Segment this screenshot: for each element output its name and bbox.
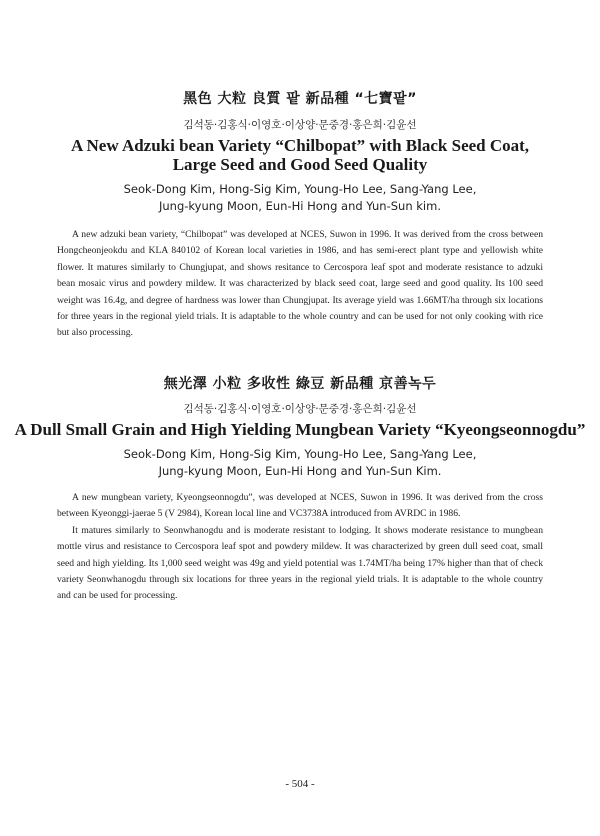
article1-english-title-line2: Large Seed and Good Seed Quality (172, 155, 428, 174)
article2-abstract (57, 490, 543, 605)
article1-english-title (0, 136, 600, 174)
article1-korean-title: 黑色 大粒 良質 팥 新品種 “七寶팥” (183, 91, 417, 107)
article1-english-title-line1: A New Adzuki bean Variety “Chilbopat” with Black Seed Coat, (70, 136, 530, 155)
article1-korean-authors: 김석동·김홍식·이영호·이상양·문중경·홍은희·김윤선 (183, 119, 417, 131)
article1-english-authors-line2: Jung-kyung Moon, Eun-Hi Hong and Yun-Sun kim. (159, 199, 441, 213)
article1-abstract (57, 227, 543, 342)
article2-korean-title: 無光澤 小粒 多收性 綠豆 新品種 京善녹두 (163, 376, 437, 392)
article1-abstract-paragraph: A new adzuki bean variety, “Chilbopat” was developed at NCES, Suwon in 1996. It was derived from the cross between Hongcheonjeokdu and KLA 840102 of Korean local varieties in 1986, and has semi-erect plant type and yellowish white flower. It matures similarly to Chungjupat, and shows resitance to Cercospora leaf spot and moderate resistance to adzuki bean mosaic virus and powdery mildew. It was characterized by black seed coat, large seed and good quality. Its 100 seed weight was 16.4g, and degree of hardness was lower than Chungjupat. Its average yield was 1.66MT/ha through six locations for three years in the regional yield trials. It is adaptable to the whole country and can be used for not only cooking with rice but also processing. (57, 229, 543, 339)
article1-english-authors-line1: Seok-Dong Kim, Hong-Sig Kim, Young-Ho Lee, Sang-Yang Lee, (123, 182, 477, 196)
article2-english-authors-line2: Jung-kyung Moon, Eun-Hi Hong and Yun-Sun Kim. (158, 464, 442, 478)
article1-english-authors (0, 181, 600, 215)
article2-abstract-paragraph-2: It matures similarly to Seonwhanogdu and is moderate resistant to lodging. It shows moderate resistance to mungbean mottle virus and resistance to Cercospora leaf spot and powdery mildew. It was characterized by green dull seed coat, small seed and high yielding. Its 1,000 seed weight was 49g and yield potential was 1.74MT/ha being 17% higher than that of check variety Seonwhanogdu through six locations for three years in the regional yield trials. It is adaptable to the whole country and can be used for processing. (57, 524, 543, 602)
article2-korean-authors: 김석동·김홍식·이영호·이상양·문중경·홍은희·김윤선 (183, 403, 417, 415)
article2-english-authors-line1: Seok-Dong Kim, Hong-Sig Kim, Young-Ho Lee, Sang-Yang Lee, (123, 447, 477, 461)
page-number: - 504 - (285, 778, 315, 790)
article2-english-title: A Dull Small Grain and High Yielding Mungbean Variety “Kyeongseonnogdu” (14, 420, 586, 439)
article2-abstract-paragraph-1: A new mungbean variety, Kyeongseonnogdu”, was developed at NCES, Suwon in 1996. It was derived from the cross between Kyeonggi-jaerae 5 (V 2984), Korean local line and VC3738A introduced from AVRDC in 1986. (57, 492, 543, 520)
article2-english-authors (0, 446, 600, 480)
